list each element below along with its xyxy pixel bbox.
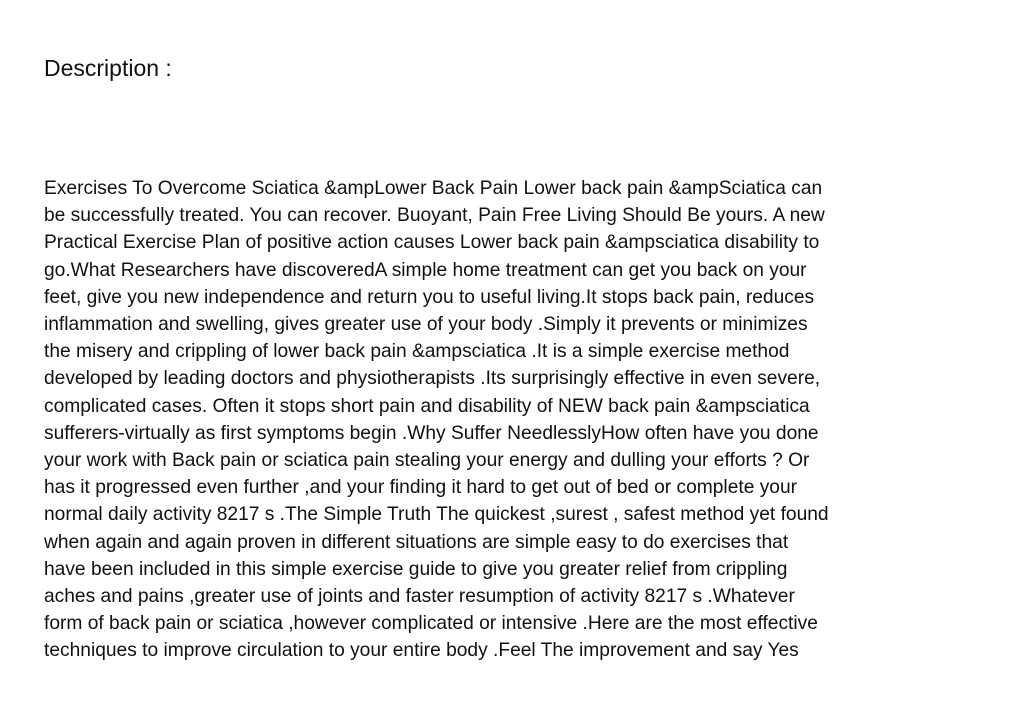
description-heading: Description : xyxy=(44,55,172,81)
body-line: aches and pains ,greater use of joints and faster resumption of activity 8217 s .Whatever xyxy=(44,586,795,608)
body-line: Exercises To Overcome Sciatica &ampLower Back Pain Lower back pain &ampSciatica can xyxy=(44,178,823,199)
body-line: Practical Exercise Plan of positive action causes Lower back pain &ampsciatica disability to xyxy=(44,232,820,254)
body-line: developed by leading doctors and physiotherapists .Its surprisingly effective in even severe, xyxy=(44,368,821,390)
body-line: sufferers-virtually as first symptoms begin .Why Suffer NeedlesslyHow often have you done xyxy=(44,422,819,444)
body-line: form of back pain or sciatica ,however complicated or intensive .Here are the most effective xyxy=(44,613,818,635)
body-line: be successfully treated. You can recover. Buoyant, Pain Free Living Should Be yours. A new xyxy=(44,205,825,227)
body-line: techniques to improve circulation to your entire body .Feel The improvement and say Yes xyxy=(44,640,799,662)
description-body xyxy=(44,175,994,665)
body-line: feet, give you new independence and return you to useful living.It stops back pain, reduces xyxy=(44,286,815,308)
body-line: the misery and crippling of lower back pain &ampsciatica .It is a simple exercise method xyxy=(44,341,790,363)
body-line: have been included in this simple exercise guide to give you greater relief from crippling xyxy=(44,558,788,580)
body-line: your work with Back pain or sciatica pain stealing your energy and dulling your efforts ? Or xyxy=(44,450,810,472)
body-line: inflammation and swelling, gives greater use of your body .Simply it prevents or minimizes xyxy=(44,314,808,336)
body-line: normal daily activity 8217 s .The Simple Truth The quickest ,surest , safest method yet found xyxy=(44,504,829,526)
body-line: has it progressed even further ,and your finding it hard to get out of bed or complete your xyxy=(44,477,798,499)
body-line: when again and again proven in different situations are simple easy to do exercises that xyxy=(44,531,789,553)
body-line: complicated cases. Often it stops short pain and disability of NEW back pain &ampsciatica xyxy=(44,395,810,417)
body-line: go.What Researchers have discoveredA simple home treatment can get you back on your xyxy=(44,259,807,281)
